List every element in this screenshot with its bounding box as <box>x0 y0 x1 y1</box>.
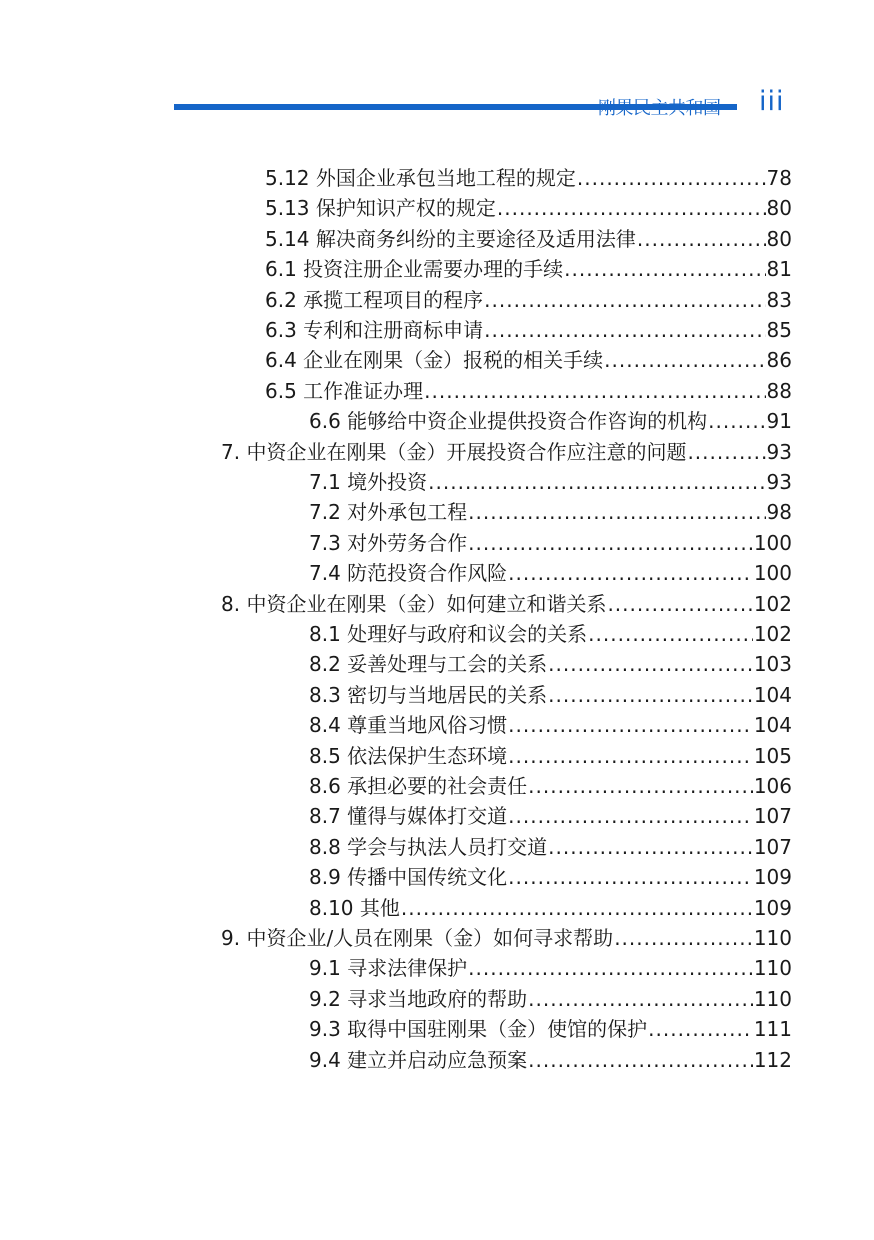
toc-entry-label: 8.9 传播中国传统文化 <box>309 865 508 890</box>
toc-entry-label: 7.4 防范投资合作风险 <box>309 561 508 586</box>
toc-entry[interactable] <box>309 467 792 497</box>
toc-entry-page: 107 <box>753 834 792 859</box>
toc-entry-page: 102 <box>753 622 792 646</box>
dot-leader <box>484 315 765 345</box>
toc-entry-page: 105 <box>753 743 792 768</box>
dot-leader <box>687 437 765 467</box>
toc-entry[interactable] <box>309 801 792 831</box>
toc-entry[interactable] <box>309 1045 792 1075</box>
toc-entry[interactable] <box>309 649 792 679</box>
toc-entry[interactable] <box>221 589 792 619</box>
toc-entry[interactable] <box>309 710 792 740</box>
dot-leader <box>468 953 753 983</box>
dot-leader <box>548 680 753 710</box>
toc-entry-page: 109 <box>753 895 792 920</box>
toc-entry[interactable] <box>309 619 792 649</box>
toc-entry-page: 106 <box>753 774 792 798</box>
dot-leader <box>577 163 766 193</box>
toc-entry-label: 5.14 解决商务纠纷的主要途径及适用法律 <box>265 226 636 251</box>
toc-entry-label: 6.1 投资注册企业需要办理的手续 <box>265 257 564 282</box>
toc-entry[interactable] <box>309 862 792 892</box>
toc-entry-label: 7.3 对外劳务合作 <box>309 530 468 555</box>
toc-entry-page: 86 <box>766 348 792 373</box>
dot-leader <box>548 832 753 862</box>
dot-leader <box>614 923 753 953</box>
page-number: iii <box>759 86 785 117</box>
toc-entry-label: 7. 中资企业在刚果（金）开展投资合作应注意的问题 <box>221 439 687 464</box>
toc-entry[interactable] <box>265 376 792 406</box>
toc-entry-page: 93 <box>766 470 792 494</box>
toc-entry-label: 8.8 学会与执法人员打交道 <box>309 834 548 859</box>
dot-leader <box>604 345 765 375</box>
toc-entry-label: 9. 中资企业/人员在刚果（金）如何寻求帮助 <box>221 926 614 950</box>
dot-leader <box>401 893 753 923</box>
toc-entry-page: 91 <box>766 409 792 434</box>
dot-leader <box>508 862 753 892</box>
toc-entry-page: 85 <box>766 318 792 342</box>
toc-entry-page: 110 <box>753 956 792 981</box>
dot-leader <box>564 254 765 284</box>
toc-entry[interactable] <box>221 437 792 467</box>
toc-entry-page: 88 <box>766 378 792 403</box>
toc-entry[interactable] <box>309 953 792 983</box>
dot-leader <box>508 801 753 831</box>
toc-entry-page: 111 <box>753 1017 792 1042</box>
toc-entry-page: 112 <box>753 1047 792 1072</box>
toc-entry-page: 107 <box>753 804 792 829</box>
toc-entry-label: 8.5 依法保护生态环境 <box>309 743 508 768</box>
toc-entry-label: 9.3 取得中国驻刚果（金）使馆的保护 <box>309 1017 648 1042</box>
toc-entry-page: 83 <box>766 287 792 312</box>
toc-entry[interactable] <box>265 163 792 193</box>
toc-entry[interactable] <box>309 771 792 801</box>
dot-leader <box>468 497 765 527</box>
dot-leader <box>424 376 765 406</box>
toc-entry[interactable] <box>265 193 792 223</box>
toc-entry-label: 6.6 能够给中资企业提供投资合作咨询的机构 <box>309 409 708 434</box>
toc-entry-label: 6.3 专利和注册商标申请 <box>265 318 484 342</box>
toc-entry-label: 9.1 寻求法律保护 <box>309 956 468 981</box>
toc-entry-page: 104 <box>753 682 792 707</box>
toc-entry-label: 7.2 对外承包工程 <box>309 500 468 525</box>
toc-entry-label: 8.2 妥善处理与工会的关系 <box>309 652 548 677</box>
toc-entry-page: 80 <box>766 196 792 221</box>
toc-entry[interactable] <box>309 680 792 710</box>
dot-leader <box>637 224 766 254</box>
toc-entry-page: 93 <box>766 439 792 464</box>
toc-entry[interactable] <box>309 832 792 862</box>
toc-entry-label: 5.13 保护知识产权的规定 <box>265 196 496 221</box>
toc-entry[interactable] <box>309 497 792 527</box>
toc-entry[interactable] <box>309 741 792 771</box>
toc-entry[interactable] <box>309 528 792 558</box>
dot-leader <box>528 984 753 1014</box>
dot-leader <box>528 771 753 801</box>
toc-entry[interactable] <box>309 1014 792 1044</box>
dot-leader <box>607 589 752 619</box>
dot-leader <box>508 710 753 740</box>
toc-entry-page: 110 <box>753 926 792 950</box>
toc-entry[interactable] <box>265 254 792 284</box>
toc-entry[interactable] <box>309 893 792 923</box>
toc-entry[interactable] <box>265 315 792 345</box>
toc-entry-page: 103 <box>753 652 792 677</box>
toc-entry-label: 8.7 懂得与媒体打交道 <box>309 804 508 829</box>
toc-entry-page: 100 <box>753 561 792 586</box>
dot-leader <box>508 558 753 588</box>
toc-entry-page: 78 <box>766 166 792 190</box>
toc-entry[interactable] <box>221 923 792 953</box>
dot-leader <box>648 1014 753 1044</box>
toc-entry[interactable] <box>309 558 792 588</box>
toc-entry-page: 102 <box>753 591 792 616</box>
toc-entry-label: 8. 中资企业在刚果（金）如何建立和谐关系 <box>221 591 607 616</box>
dot-leader <box>708 406 765 436</box>
toc-entry-page: 80 <box>766 226 792 251</box>
toc-entry[interactable] <box>265 224 792 254</box>
toc-entry-label: 5.12 外国企业承包当地工程的规定 <box>265 166 576 190</box>
dot-leader <box>497 193 766 223</box>
toc-entry[interactable] <box>309 406 792 436</box>
toc-entry-label: 8.1 处理好与政府和议会的关系 <box>309 622 588 646</box>
dot-leader <box>484 285 765 315</box>
toc-entry[interactable] <box>265 285 792 315</box>
toc-entry-label: 6.5 工作准证办理 <box>265 378 424 403</box>
toc-entry-label: 9.2 寻求当地政府的帮助 <box>309 986 528 1011</box>
toc-entry[interactable] <box>309 984 792 1014</box>
toc-entry-page: 104 <box>753 713 792 738</box>
toc-entry-page: 98 <box>766 500 792 525</box>
dot-leader <box>428 467 765 497</box>
toc-entry[interactable] <box>265 345 792 375</box>
toc-entry-label: 6.4 企业在刚果（金）报税的相关手续 <box>265 348 604 373</box>
toc-entry-label: 6.2 承揽工程项目的程序 <box>265 287 484 312</box>
toc-entry-page: 109 <box>753 865 792 890</box>
dot-leader <box>548 649 753 679</box>
toc-entry-page: 100 <box>753 530 792 555</box>
toc-entry-label: 8.6 承担必要的社会责任 <box>309 774 528 798</box>
toc-entry-label: 8.3 密切与当地居民的关系 <box>309 682 548 707</box>
dot-leader <box>588 619 753 649</box>
toc-entry-label: 9.4 建立并启动应急预案 <box>309 1047 528 1072</box>
toc-entry-page: 110 <box>753 986 792 1011</box>
dot-leader <box>468 528 753 558</box>
running-header-title: 刚果民主共和国 <box>598 98 721 119</box>
dot-leader <box>508 741 753 771</box>
toc-entry-label: 8.10 其他 <box>309 895 400 920</box>
toc-entry-page: 81 <box>766 257 792 282</box>
toc-entry-label: 8.4 尊重当地风俗习惯 <box>309 713 508 738</box>
toc-entry-label: 7.1 境外投资 <box>309 470 428 494</box>
dot-leader <box>528 1045 753 1075</box>
